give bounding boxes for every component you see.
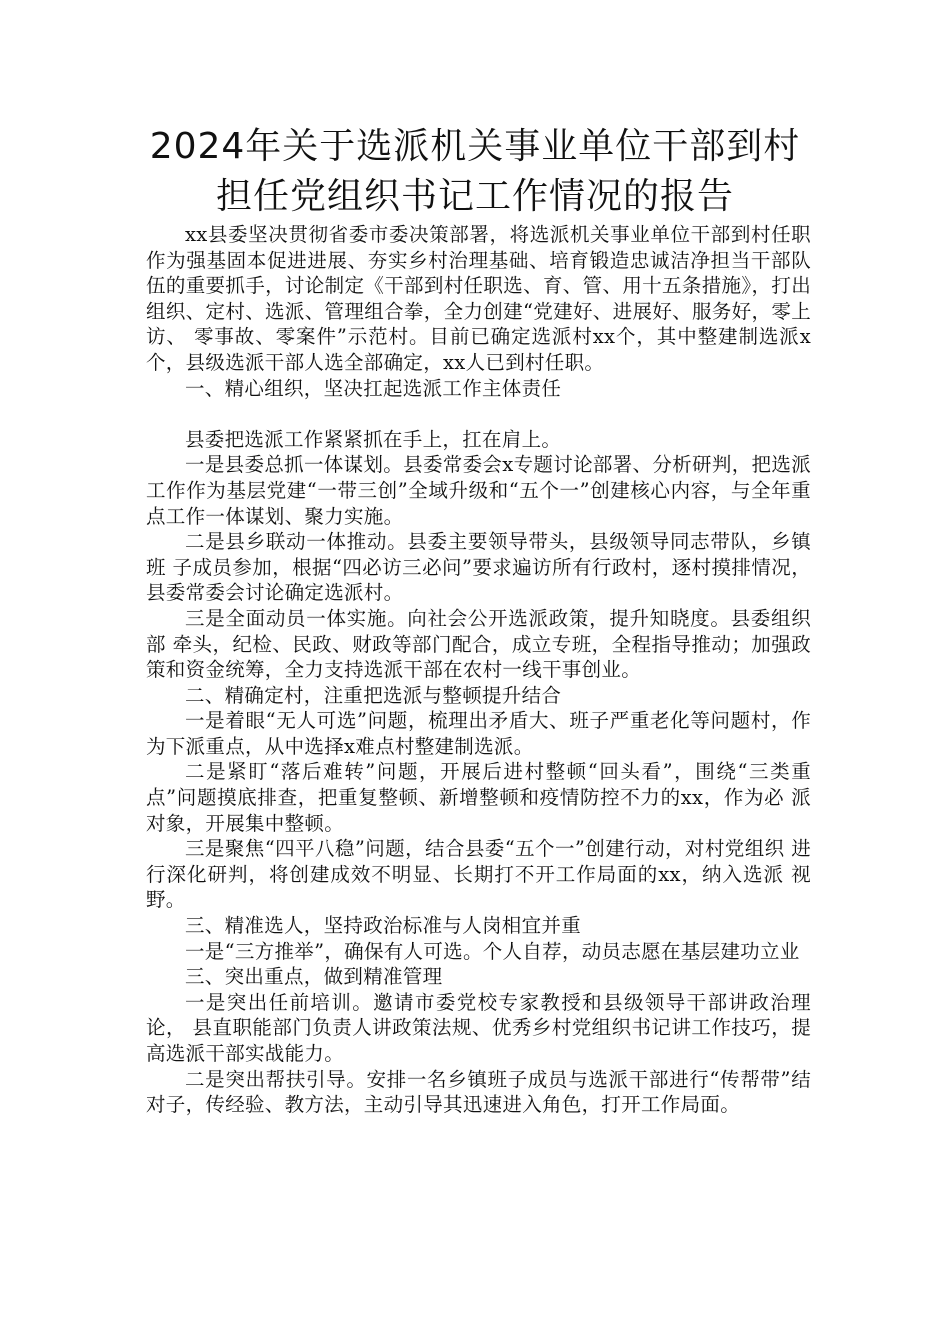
blank-line: [146, 401, 811, 427]
title-line-1: 2024年关于选派机关事业单位干部到村: [149, 126, 801, 167]
body-paragraph: 三是聚焦“四平八稳”问题，结合县委“五个一”创建行动，对村党组织 进行深化研判，将创建成效不明显、长期打不开工作局面的xx，纳入选派 视野。: [146, 837, 811, 912]
document-title: [100, 122, 850, 222]
body-paragraph: 二是紧盯“落后难转”问题，开展后进村整顿“回头看”，围绕“三类重 点”问题摸底排查，把重复整顿、新增整顿和疫情防控不力的xx，作为必 派对象，开展集中整顿。: [146, 760, 811, 835]
section-heading-3: 三、精准选人，坚持政治标准与人岗相宜并重: [185, 914, 582, 938]
body-paragraph: 三是全面动员一体实施。向社会公开选派政策，提升知晓度。县委组织部 牵头，纪检、民政、财政等部门配合，成立专班，全程指导推动；加强政策和资金统筹，全力支持选派干部在农村一线干事创业。: [146, 606, 811, 682]
section-heading-1: 一、精心组织，坚决扛起选派工作主体责任: [185, 376, 562, 400]
body-paragraph: 二是县乡联动一体推动。县委主要领导带头，县级领导同志带队，乡镇班 子成员参加，根据“四必访三必问”要求遍访所有行政村，逐村摸排情况，县委常委会讨论确定选派村。: [146, 530, 811, 605]
body-paragraph: 一是突出任前培训。邀请市委党校专家教授和县级领导干部讲政治理论， 县直职能部门负责人讲政策法规、优秀乡村党组织书记讲工作技巧，提高选派干部实战能力。: [146, 990, 811, 1065]
body-paragraph: 一是着眼“无人可选”问题，梳理出矛盾大、班子严重老化等问题村，作 为下派重点，从中选择x难点村整建制选派。: [146, 709, 811, 758]
body-paragraph: 县委把选派工作紧紧抓在手上，扛在肩上。: [185, 427, 562, 451]
title-line-2: 担任党组织书记工作情况的报告: [215, 176, 734, 217]
body-paragraph: 一是县委总抓一体谋划。县委常委会x专题讨论部署、分析研判，把选派 工作作为基层党建“一带三创”全域升级和“五个一”创建核心内容，与全年重点工作一体谋划、聚力实施。: [146, 453, 811, 528]
section-heading-2: 二、精确定村，注重把选派与整顿提升结合: [185, 683, 562, 707]
body-paragraph: 二是突出帮扶引导。安排一名乡镇班子成员与选派干部进行“传帮带”结 对子，传经验、教方法，主动引导其迅速进入角色，打开工作局面。: [146, 1067, 811, 1117]
section-heading-4: 三、突出重点，做到精准管理: [185, 965, 443, 989]
body-paragraph: 一是“三方推举”，确保有人可选。个人自荐，动员志愿在基层建功立业: [185, 939, 800, 963]
document-body: [146, 222, 811, 1118]
intro-paragraph: xx县委坚决贯彻省委市委决策部署，将选派机关事业单位干部到村任职作为强基固本促进进展、夯实乡村治理基础、培育锻造忠诚洁净担当干部队伍的重要抓手，讨论制定《干部到村任职选、育、管、用十五条措施》，打出组织、定村、选派、管理组合拳，全力创建“党建好、进展好、服务好，零上访、 零事故、零案件”示范村。目前已确定选派村xx个，其中整建制选派x个，县级选派干部人选全部确定，xx人已到村任职。: [146, 223, 811, 374]
